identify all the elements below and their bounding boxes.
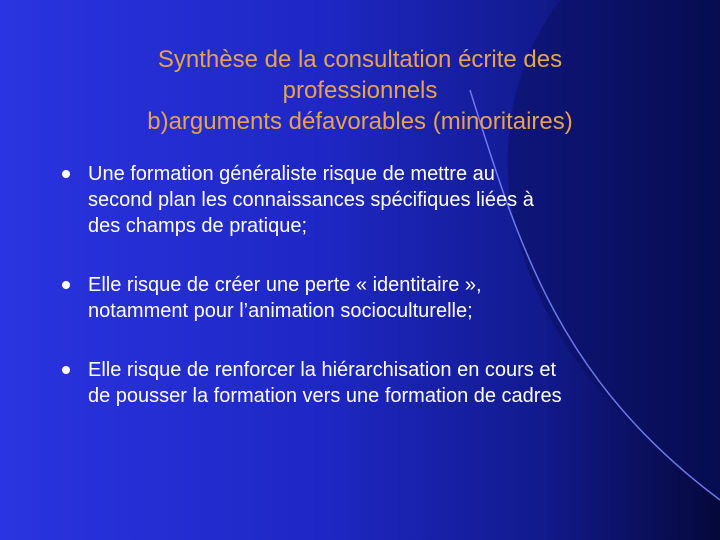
bullet-text-line: de pousser la formation vers une formation de cadres xyxy=(88,385,562,407)
title-line: professionnels xyxy=(282,77,438,104)
title-line: b)arguments défavorables (minoritaires) xyxy=(147,108,573,135)
bullet-item xyxy=(62,272,702,324)
bullet-list xyxy=(62,161,702,409)
bullet-item xyxy=(62,161,702,239)
title-line: Synthèse de la consultation écrite des xyxy=(157,46,563,73)
slide-title xyxy=(60,44,660,137)
bullet-text-line: Elle risque de renforcer la hiérarchisation en cours et xyxy=(88,359,557,381)
bullet-item xyxy=(62,357,702,409)
bullet-dot-icon xyxy=(62,170,70,178)
bullet-text-line: Une formation généraliste risque de mettre au xyxy=(88,163,495,185)
bullet-dot-icon xyxy=(62,366,70,374)
bullet-dot-icon xyxy=(62,281,70,289)
bullet-text-line: second plan les connaissances spécifiques liées à xyxy=(88,189,534,211)
bullet-text-line: Elle risque de créer une perte « identitaire », xyxy=(88,274,482,296)
bullet-text-line: des champs de pratique; xyxy=(88,215,308,237)
bullet-text-line: notamment pour l’animation socioculturelle; xyxy=(88,300,473,322)
